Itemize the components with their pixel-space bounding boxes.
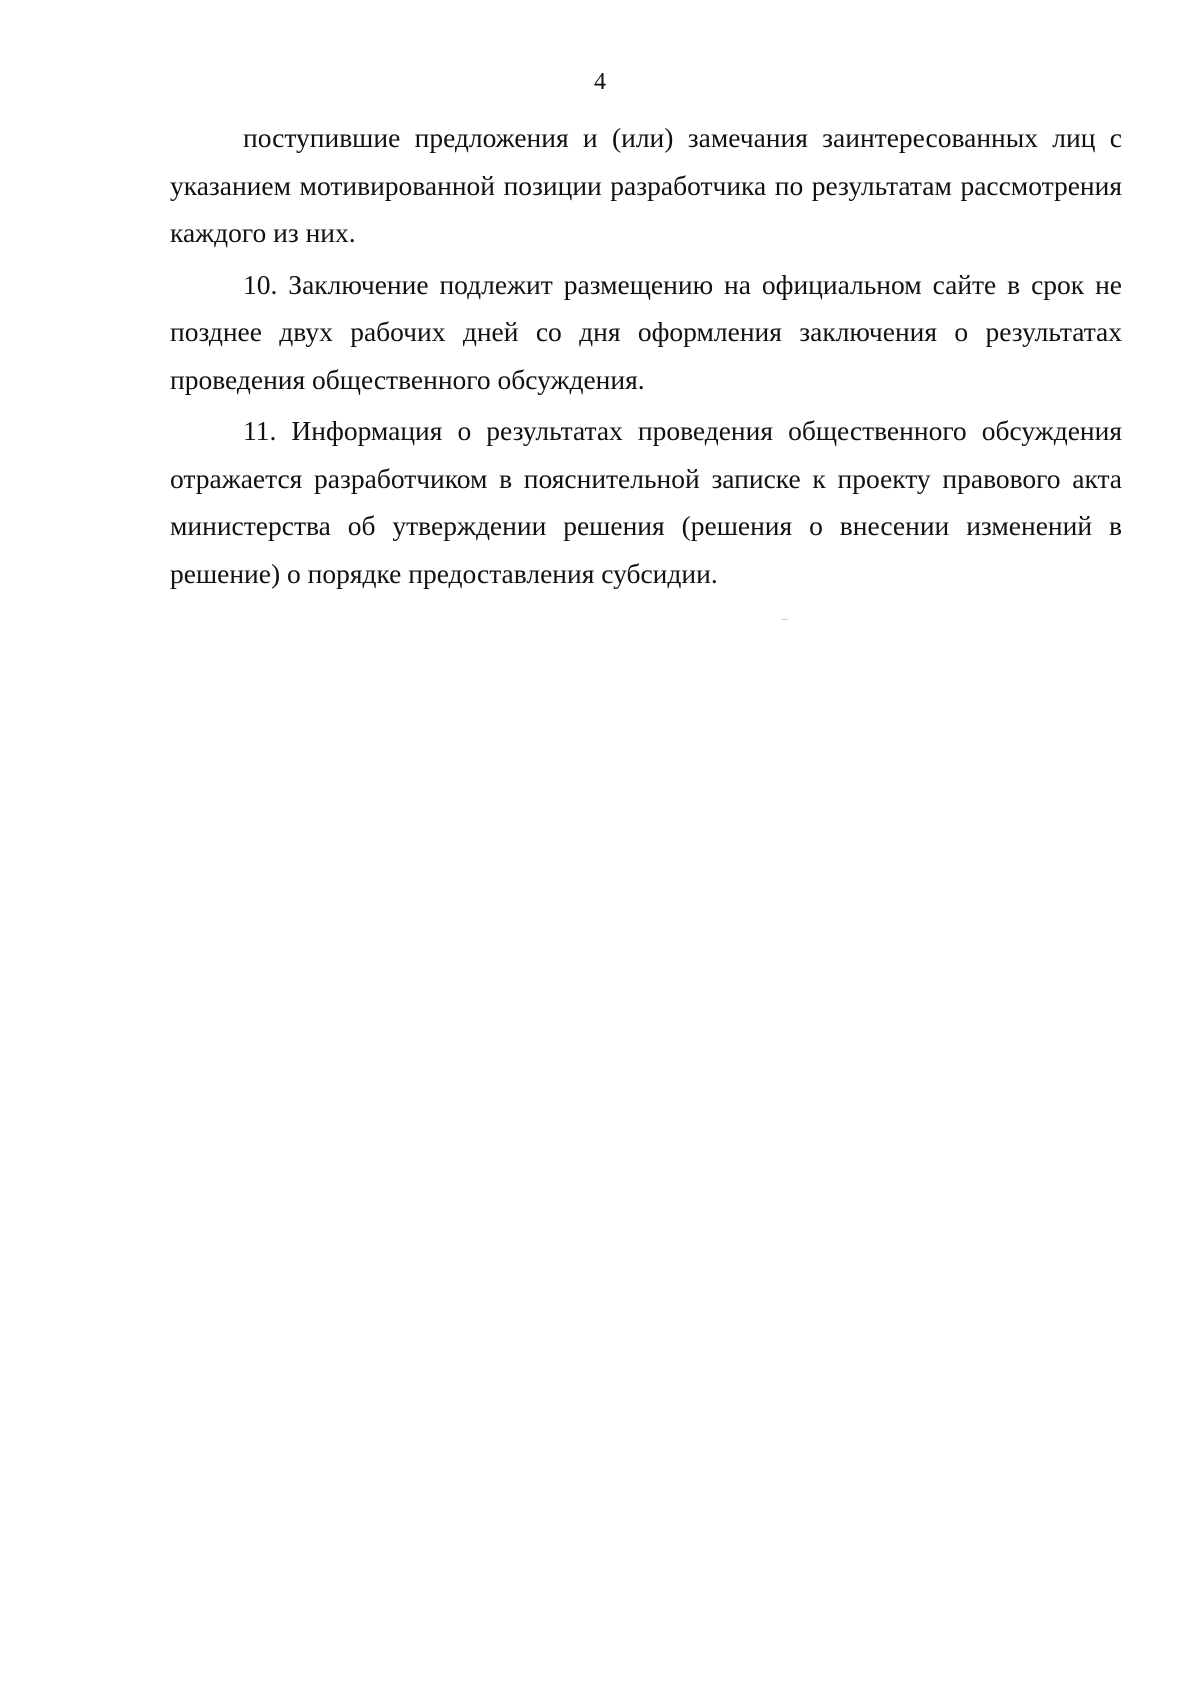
page-number: 4 — [594, 69, 606, 95]
paragraph-item-10: 10. Заключение подлежит размещению на официальном сайте в срок не позднее двух рабочих дней со дня оформления заключения о результатах проведения общественного обсуждения. — [170, 268, 1122, 395]
paragraph-item-11: 11. Информация о результатах проведения общественного обсуждения отражается разработчиком в пояснительной записке к проекту правового акта министерства об утверждении решения (решения о внесении изменений в решение) о порядке предоставления субсидии. — [170, 415, 1122, 589]
scan-artifact — [782, 619, 788, 620]
paragraph-continuation: поступившие предложения и (или) замечания заинтересованных лиц с указанием мотивированной позиции разработчика по результатам рассмотрения каждого из них. — [170, 122, 1122, 248]
document-body — [170, 114, 1122, 601]
